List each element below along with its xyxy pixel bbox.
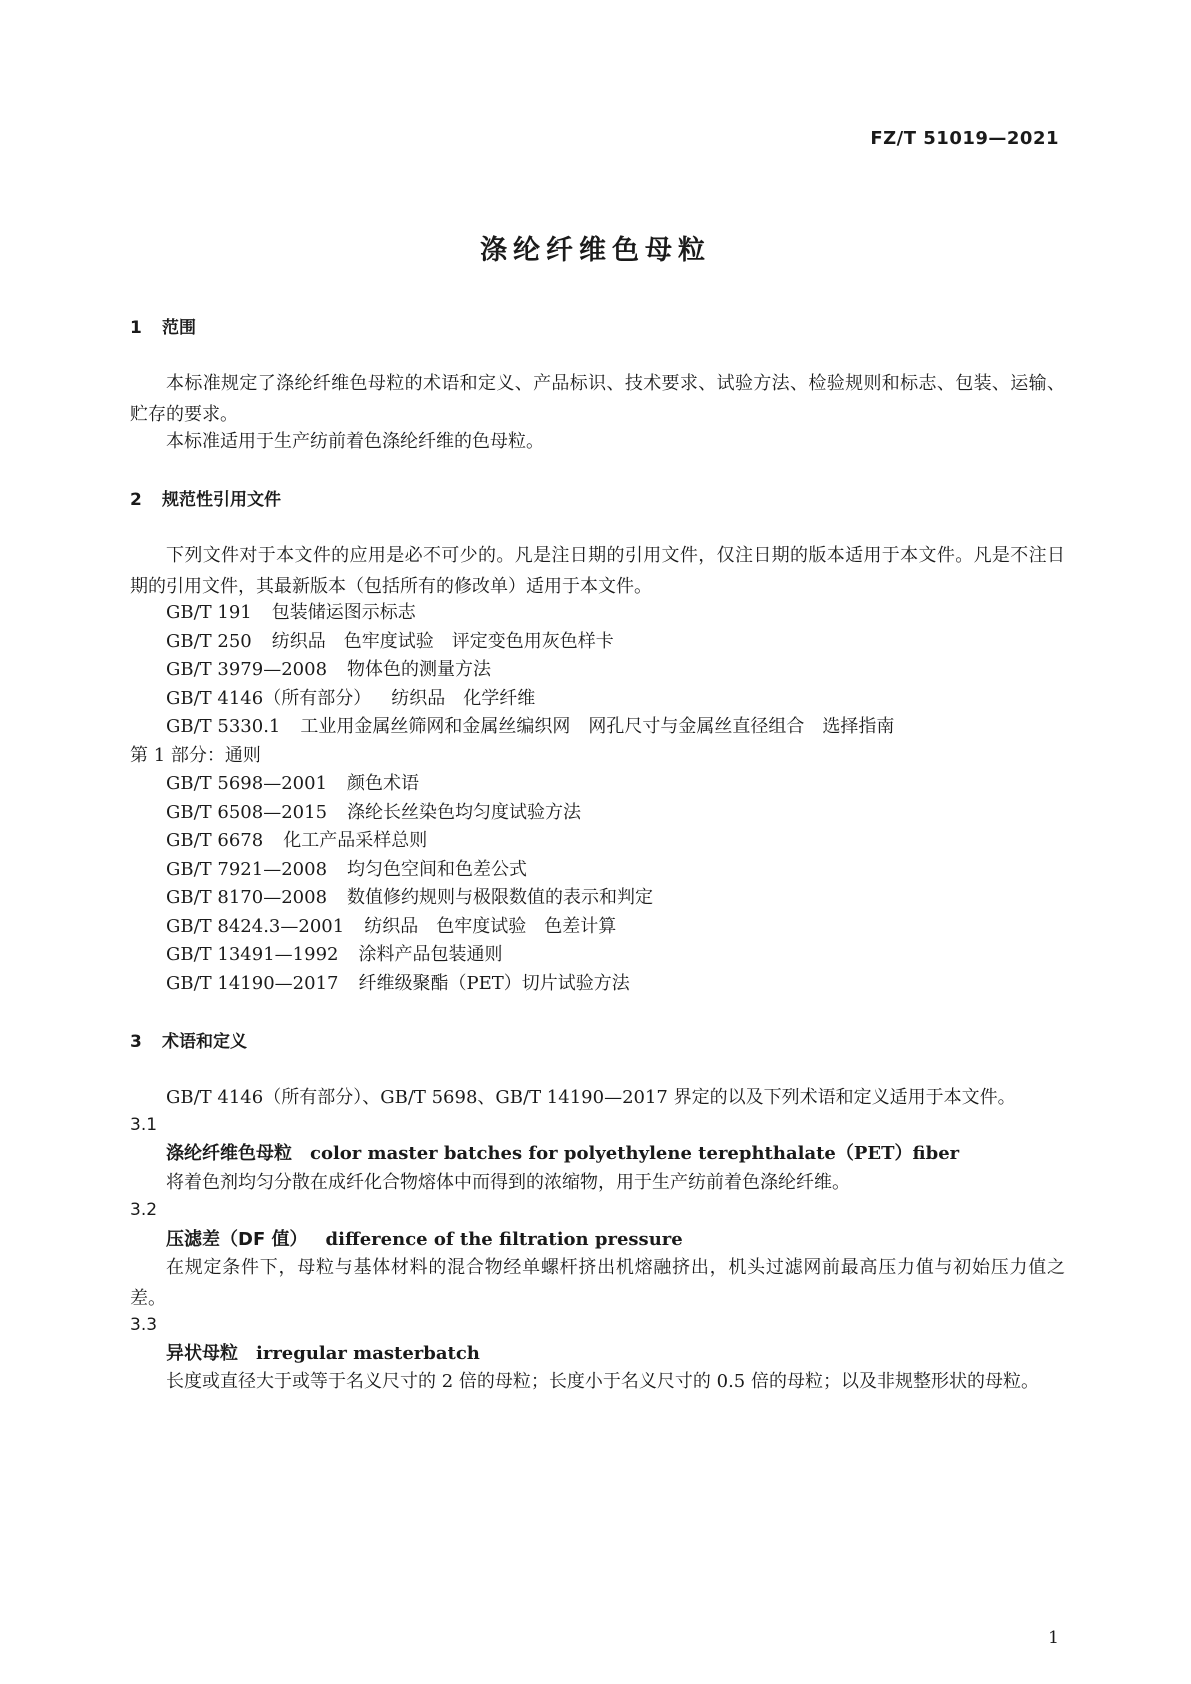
reference-continuation: 第 1 部分：通则 (130, 745, 261, 766)
term-definition: 在规定条件下，母粒与基体材料的混合物经单螺杆挤出机熔融挤出，机头过滤网前最高压力值与初始压力值之差。 (130, 1257, 1065, 1309)
term-number: 3.3 (130, 1315, 158, 1335)
reference-title: 化工产品采样总则 (283, 830, 428, 851)
section-title: 范围 (162, 318, 196, 338)
reference-code: GB/T 7921—2008 (166, 859, 328, 880)
term-entry (166, 1138, 1066, 1169)
term-definition: 长度或直径大于或等于名义尺寸的 2 倍的母粒；长度小于名义尺寸的 0.5 倍的母粒；以及非规整形状的母粒。 (166, 1371, 1039, 1392)
reference-title: 均匀色空间和色差公式 (347, 859, 528, 880)
reference-code: GB/T 13491—1992 (166, 944, 339, 965)
term-en: difference of the filtration pressure (325, 1229, 683, 1250)
reference-code: GB/T 8170—2008 (166, 887, 328, 908)
term-zh: 涤纶纤维色母粒 (166, 1143, 292, 1164)
terms-intro: GB/T 4146（所有部分）、GB/T 5698、GB/T 14190—2017 界定的以及下列术语和定义适用于本文件。 (166, 1087, 1016, 1108)
section-2-heading (130, 485, 281, 510)
reference-title: 包装储运图示标志 (271, 602, 416, 623)
reference-code: GB/T 5330.1 (166, 716, 281, 737)
page-number: 1 (1048, 1628, 1059, 1648)
reference-code: GB/T 14190—2017 (166, 973, 339, 994)
reference-code: GB/T 250 (166, 631, 252, 652)
reference-code: GB/T 6678 (166, 830, 264, 851)
term-number: 3.2 (130, 1200, 158, 1220)
reference-title: 涂料产品包装通则 (358, 944, 503, 965)
reference-item (166, 768, 1066, 799)
section-title: 术语和定义 (162, 1032, 247, 1052)
section-3-heading (130, 1027, 247, 1052)
scope-paragraph-1: 本标准规定了涤纶纤维色母粒的术语和定义、产品标识、技术要求、试验方法、检验规则和标志、包装、运输、贮存的要求。 (130, 373, 1065, 425)
references-intro: 下列文件对于本文件的应用是必不可少的。凡是注日期的引用文件，仅注日期的版本适用于本文件。凡是不注日期的引用文件，其最新版本（包括所有的修改单）适用于本文件。 (130, 545, 1065, 597)
reference-title: 颜色术语 (347, 773, 420, 794)
term-entry (166, 1338, 1066, 1369)
standard-code: FZ/T 51019—2021 (870, 128, 1059, 149)
reference-item (166, 597, 1066, 628)
reference-code: GB/T 191 (166, 602, 252, 623)
term-zh: 异状母粒 (166, 1343, 238, 1364)
reference-title: 纤维级聚酯（PET）切片试验方法 (358, 973, 630, 994)
reference-title: 纺织品 色牢度试验 色差计算 (364, 916, 617, 937)
reference-item (166, 882, 1066, 913)
reference-code: GB/T 3979—2008 (166, 659, 328, 680)
reference-code: GB/T 5698—2001 (166, 773, 328, 794)
reference-code: GB/T 8424.3—2001 (166, 916, 345, 937)
term-number: 3.1 (130, 1115, 158, 1135)
reference-item (166, 968, 1066, 999)
document-title: 涤纶纤维色母粒 (480, 235, 711, 266)
reference-item (166, 683, 1066, 714)
reference-code: GB/T 6508—2015 (166, 802, 328, 823)
reference-item (166, 825, 1066, 856)
reference-title: 涤纶长丝染色均匀度试验方法 (347, 802, 582, 823)
term-entry (166, 1224, 1066, 1255)
scope-paragraph-2: 本标准适用于生产纺前着色涤纶纤维的色母粒。 (166, 431, 544, 452)
reference-item (166, 654, 1066, 685)
reference-title: 工业用金属丝筛网和金属丝编织网 网孔尺寸与金属丝直径组合 选择指南 (300, 716, 895, 737)
term-definition: 将着色剂均匀分散在成纤化合物熔体中而得到的浓缩物，用于生产纺前着色涤纶纤维。 (166, 1172, 850, 1193)
reference-item (166, 854, 1066, 885)
section-1-heading (130, 313, 196, 338)
reference-item (166, 711, 1066, 742)
reference-item (166, 626, 1066, 657)
section-number: 3 (130, 1032, 142, 1052)
reference-item (166, 911, 1066, 942)
term-zh: 压滤差（DF 值） (166, 1229, 308, 1250)
reference-title: 物体色的测量方法 (347, 659, 492, 680)
reference-item (166, 797, 1066, 828)
reference-title: 纺织品 色牢度试验 评定变色用灰色样卡 (271, 631, 614, 652)
section-number: 1 (130, 318, 142, 338)
reference-code: GB/T 4146（所有部分） (166, 688, 372, 709)
reference-title: 纺织品 化学纤维 (391, 688, 536, 709)
section-number: 2 (130, 490, 142, 510)
term-en: color master batches for polyethylene terephthalate（PET）fiber (310, 1143, 960, 1164)
reference-title: 数值修约规则与极限数值的表示和判定 (347, 887, 654, 908)
reference-item (166, 939, 1066, 970)
term-en: irregular masterbatch (256, 1343, 480, 1364)
section-title: 规范性引用文件 (162, 490, 281, 510)
